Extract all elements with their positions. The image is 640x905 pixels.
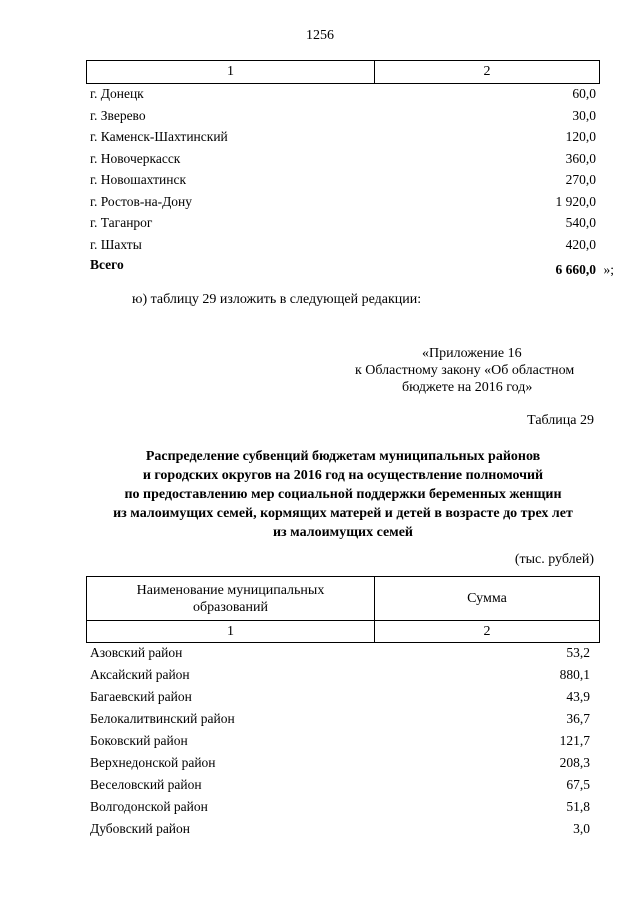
appendix-line-3: бюджете на 2016 год» xyxy=(402,380,533,395)
row-value: 120,0 xyxy=(565,129,596,144)
table-row xyxy=(86,212,614,234)
row-name: г. Таганрог xyxy=(90,215,153,230)
heading-line-2: и городских округов на 2016 год на осуществление полномочий xyxy=(142,468,544,483)
table-row xyxy=(86,752,614,774)
row-name: г. Каменск-Шахтинский xyxy=(90,129,228,144)
row-name: г. Донецк xyxy=(90,86,144,101)
row-value: 36,7 xyxy=(566,711,590,726)
row-name: Веселовский район xyxy=(90,777,202,792)
column-number-1: 1 xyxy=(87,61,375,84)
row-value: 420,0 xyxy=(565,236,596,252)
row-value: 1 920,0 xyxy=(555,193,596,209)
top-table-rows xyxy=(86,83,614,281)
table-row xyxy=(86,686,614,708)
table-heading xyxy=(86,447,600,542)
table-row xyxy=(86,126,614,148)
total-value: 6 660,0 xyxy=(555,262,596,277)
row-name: г. Ростов-на-Дону xyxy=(90,193,193,209)
heading-line-1: Распределение субвенций бюджетам муниципальных районов xyxy=(145,449,541,464)
appendix-block xyxy=(330,345,595,396)
row-value: 540,0 xyxy=(565,215,596,230)
row-name: Боковский район xyxy=(90,733,188,748)
row-value: 51,8 xyxy=(566,799,590,814)
header-name-line-1: Наименование муниципальных xyxy=(136,582,325,598)
appendix-line-2: к Областному закону «Об областном xyxy=(355,363,575,378)
table-row xyxy=(86,818,614,840)
header-sum-cell: Сумма xyxy=(375,577,600,621)
appendix-line-1: «Приложение 16 xyxy=(422,346,522,361)
bottom-table-rows xyxy=(86,642,614,840)
units-label: (тыс. рублей) xyxy=(514,552,594,567)
row-name: г. Новошахтинск xyxy=(90,172,186,187)
row-name: Багаевский район xyxy=(90,689,192,704)
total-row xyxy=(86,255,614,281)
row-name: Дубовский район xyxy=(90,821,191,836)
instruction-text: ю) таблицу 29 изложить в следующей редакции: xyxy=(132,292,422,307)
page-number: 1256 xyxy=(306,28,334,43)
row-value: 43,9 xyxy=(566,689,590,704)
row-value: 67,5 xyxy=(566,777,590,792)
table-row xyxy=(86,169,614,191)
heading-line-3: по предоставлению мер социальной поддержки беременных женщин xyxy=(124,487,562,502)
table-row xyxy=(86,642,614,664)
row-name: г. Зверево xyxy=(90,107,146,123)
row-value: 60,0 xyxy=(572,86,596,101)
row-name: Верхнедонской район xyxy=(90,755,216,770)
header-name-cell xyxy=(87,577,375,621)
heading-line-4: из малоимущих семей, кормящих матерей и детей в возрасте до трех лет xyxy=(113,506,573,521)
column-number-2: 2 xyxy=(375,621,600,643)
table-row xyxy=(86,191,614,213)
column-number-2: 2 xyxy=(375,61,600,84)
table-row xyxy=(86,83,614,105)
row-value: 53,2 xyxy=(566,645,590,660)
row-value: 270,0 xyxy=(565,172,596,187)
total-label: Всего xyxy=(90,257,124,272)
table-row xyxy=(86,664,614,686)
bottom-table-header xyxy=(86,576,600,643)
table-label: Таблица 29 xyxy=(527,413,594,428)
table-row xyxy=(86,148,614,170)
row-value: 208,3 xyxy=(559,755,590,770)
heading-line-5: из малоимущих семей xyxy=(272,525,413,540)
row-name: Белокалитвинский район xyxy=(90,711,235,726)
table-row xyxy=(86,730,614,752)
row-name: г. Шахты xyxy=(90,236,142,252)
row-value: 30,0 xyxy=(572,107,596,123)
table-row xyxy=(86,796,614,818)
table-row xyxy=(86,708,614,730)
row-name: Волгодонской район xyxy=(90,799,208,814)
row-name: г. Новочеркасск xyxy=(90,150,181,166)
row-name: Азовский район xyxy=(90,645,183,660)
row-name: Аксайский район xyxy=(90,667,190,682)
header-name-line-2: образований xyxy=(193,599,268,615)
row-value: 121,7 xyxy=(559,733,590,748)
column-number-1: 1 xyxy=(87,621,375,643)
top-table-header xyxy=(86,60,600,84)
row-value: 360,0 xyxy=(565,150,596,166)
table-row xyxy=(86,774,614,796)
table-row xyxy=(86,105,614,127)
table-row xyxy=(86,234,614,256)
row-value: 880,1 xyxy=(559,667,590,682)
row-value: 3,0 xyxy=(573,821,590,836)
total-tail: »; xyxy=(603,262,614,277)
